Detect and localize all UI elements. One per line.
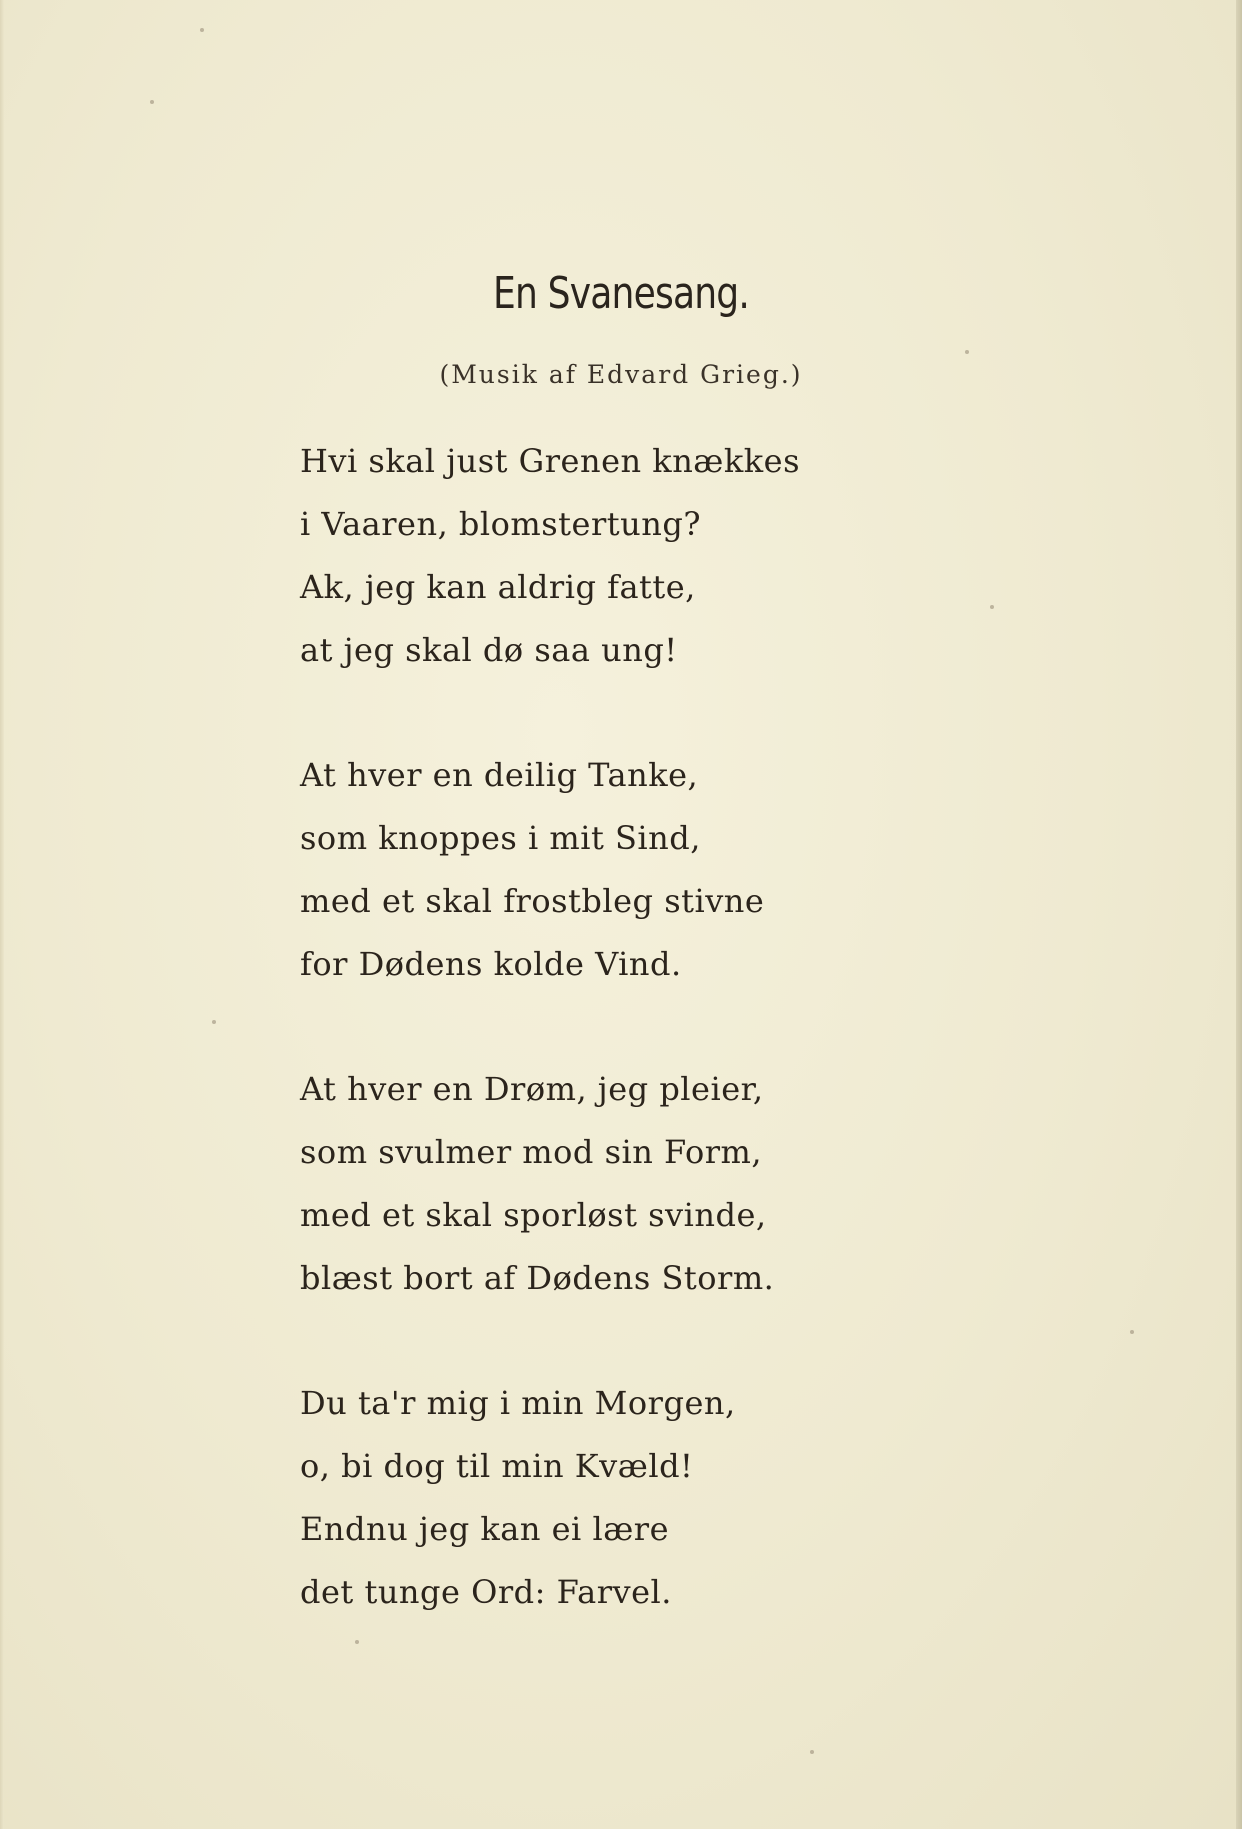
paper-speck: [1130, 1330, 1134, 1334]
poem-line: det tunge Ord: Farvel.: [300, 1573, 672, 1611]
poem-line: At hver en deilig Tanke,: [300, 756, 699, 794]
paper-speck: [810, 1750, 814, 1754]
paper-speck: [212, 1020, 216, 1024]
poem-line: at jeg skal dø saa ung!: [300, 631, 678, 669]
poem-line: som svulmer mod sin Form,: [300, 1133, 763, 1171]
poem-line: Du ta'r mig i min Morgen,: [300, 1384, 736, 1422]
poem-line: for Dødens kolde Vind.: [300, 945, 682, 983]
poem-title: En Svanesang.: [492, 268, 750, 319]
poem-line: i Vaaren, blomstertung?: [300, 505, 701, 543]
poem-line: Endnu jeg kan ei lære: [300, 1510, 669, 1548]
poem-subtitle: (Musik af Edvard Grieg.): [439, 360, 803, 389]
stanza-1: [300, 430, 920, 682]
paper-speck: [990, 605, 994, 609]
poem-line: med et skal sporløst svinde,: [300, 1196, 767, 1234]
stanza-3: [300, 1058, 920, 1310]
poem-line: Hvi skal just Grenen knækkes: [300, 442, 801, 480]
poem-body: [300, 430, 920, 1686]
poem-line: At hver en Drøm, jeg pleier,: [300, 1070, 764, 1108]
paper-speck: [965, 350, 969, 354]
paper-speck: [150, 100, 154, 104]
page-right-edge: [1236, 0, 1242, 1829]
poem-line: blæst bort af Dødens Storm.: [300, 1259, 775, 1297]
paper-speck: [200, 28, 204, 32]
page-left-edge: [0, 0, 4, 1829]
poem-line: o, bi dog til min Kvæld!: [300, 1447, 694, 1485]
poem-line: med et skal frostbleg stivne: [300, 882, 765, 920]
poem-line: som knoppes i mit Sind,: [300, 819, 701, 857]
poem-line: Ak, jeg kan aldrig fatte,: [300, 568, 696, 606]
stanza-4: [300, 1372, 920, 1624]
stanza-2: [300, 744, 920, 996]
